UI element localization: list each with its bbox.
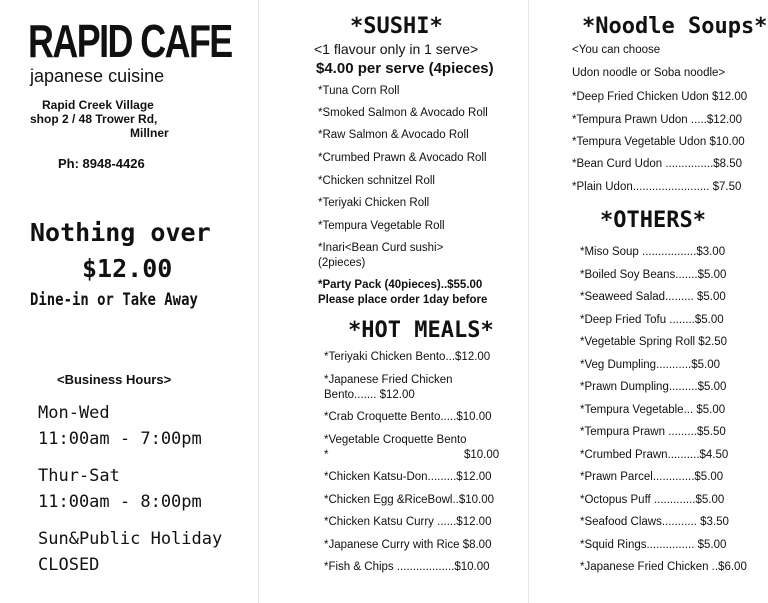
others-item: *Japanese Fried Chicken ..$6.00 [580,561,747,573]
party-pack-note: Please place order 1day before [318,294,488,306]
sushi-item: *Teriyaki Chicken Roll [318,197,430,209]
others-item: *Veg Dumpling...........$5.00 [580,359,720,371]
sushi-item: *Raw Salmon & Avocado Roll [318,129,469,141]
noodle-note-1: <You can choose [572,44,661,56]
others-item: *Prawn Dumpling.........$5.00 [580,381,727,393]
noodle-note-2: Udon noodle or Soba noodle> [572,67,726,79]
middle-panel [258,0,528,603]
hours-days-3: Sun&Public Holiday [38,529,223,549]
sushi-note-2: $4.00 per serve (4pieces) [316,60,494,77]
hot-meal-item: *Fish & Chips ..................$10.00 [324,561,490,573]
cafe-subtitle: japanese cuisine [30,66,165,86]
others-item: *Miso Soup .................$3.00 [580,246,726,258]
noodle-item: *Deep Fried Chicken Udon $12.00 [572,91,748,103]
sushi-item: *Inari<Bean Curd sushi> [318,242,444,254]
business-hours-title: <Business Hours> [57,372,172,387]
address-line-3: Millner [130,126,169,140]
noodle-item: *Tempura Vegetable Udon $10.00 [572,136,745,148]
hot-meal-item: *Japanese Curry with Rice $8.00 [324,539,492,551]
others-item: *Deep Fried Tofu ........$5.00 [580,314,724,326]
hot-meal-item: Bento....... $12.00 [324,389,415,401]
sushi-item: *Tuna Corn Roll [318,85,400,97]
others-item: *Crumbed Prawn..........$4.50 [580,449,729,461]
address-line-1: Rapid Creek Village [42,98,154,112]
hours-time-3: CLOSED [38,555,100,575]
cafe-name: RAPID CAFE [28,15,232,67]
sushi-item: *Crumbed Prawn & Avocado Roll [318,152,487,164]
others-item: *Boiled Soy Beans.......$5.00 [580,269,727,281]
others-item: *Squid Rings............... $5.00 [580,539,727,551]
sushi-note-1: <1 flavour only in 1 serve> [314,41,479,57]
sushi-item: *Tempura Vegetable Roll [318,220,445,232]
promo-price: $12.00 [82,254,173,283]
hot-meal-item: *Chicken Katsu Curry ......$12.00 [324,516,492,528]
hot-meals-title: *HOT MEALS* [348,318,494,343]
hot-meal-item: *Japanese Fried Chicken [324,374,453,386]
hot-meal-item: *Chicken Katsu-Don.........$12.00 [324,471,492,483]
others-item: *Octopus Puff .............$5.00 [580,494,725,506]
address-line-2: shop 2 / 48 Trower Rd, [30,112,158,126]
sushi-item: (2pieces) [318,257,366,269]
sushi-title: *SUSHI* [350,14,443,39]
right-panel [528,0,768,603]
left-panel [0,0,258,603]
others-item: *Tempura Vegetable... $5.00 [580,404,726,416]
others-title: *OTHERS* [600,208,706,233]
phone-number: Ph: 8948-4426 [58,156,145,171]
noodle-item: *Plain Udon........................ $7.50 [572,181,742,193]
others-item: *Seafood Claws........... $3.50 [580,516,729,528]
hours-time-2: 11:00am - 8:00pm [38,492,202,512]
others-item: *Prawn Parcel.............$5.00 [580,471,724,483]
hot-meal-item: *Chicken Egg &RiceBowl..$10.00 [324,494,495,506]
hours-days-2: Thur-Sat [38,466,120,486]
promo-line-1: Nothing over [30,218,211,247]
hot-meal-item: $10.00 [464,449,500,461]
party-pack: *Party Pack (40pieces)..$55.00 [318,279,483,291]
dine-in-takeaway: Dine-in or Take Away [30,290,198,310]
hot-meal-item: *Vegetable Croquette Bento [324,434,467,446]
hours-days-1: Mon-Wed [38,403,110,423]
noodle-item: *Bean Curd Udon ...............$8.50 [572,158,743,170]
noodle-soups-title: *Noodle Soups* [582,14,768,39]
noodle-item: *Tempura Prawn Udon .....$12.00 [572,114,743,126]
others-item: *Vegetable Spring Roll $2.50 [580,336,728,348]
sushi-item: *Chicken schnitzel Roll [318,175,435,187]
hot-meal-item: *Crab Croquette Bento.....$10.00 [324,411,492,423]
hot-meal-item: *Teriyaki Chicken Bento...$12.00 [324,351,491,363]
sushi-item: *Smoked Salmon & Avocado Roll [318,107,488,119]
hot-meal-item: * [324,449,329,461]
others-item: *Tempura Prawn .........$5.50 [580,426,726,438]
hours-time-1: 11:00am - 7:00pm [38,429,202,449]
others-item: *Seaweed Salad......... $5.00 [580,291,726,303]
